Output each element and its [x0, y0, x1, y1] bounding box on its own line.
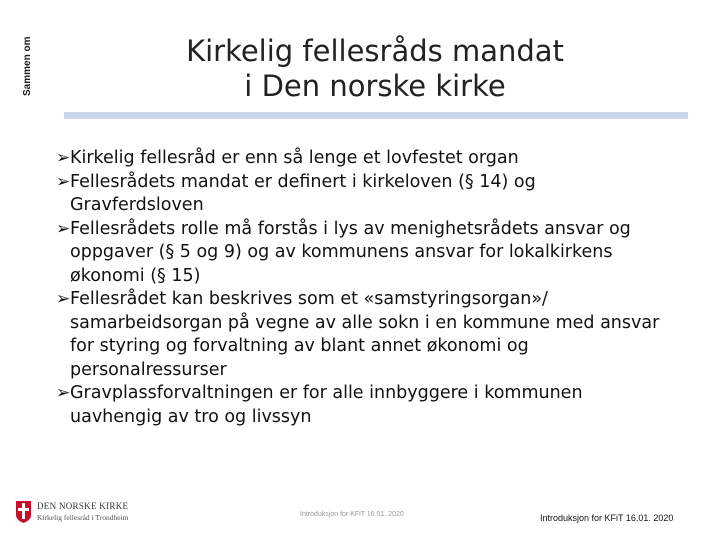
logo-line-1: DEN NORSKE KIRKE: [37, 501, 129, 511]
bullet-item: [58, 288, 674, 382]
bullet-item: [58, 218, 674, 289]
footer-right-text: Introduksjon for KFiT 16.01. 2020: [540, 513, 674, 523]
bullet-item: [58, 171, 674, 218]
side-label: Sammen om: [22, 36, 33, 96]
bullet-item: [58, 147, 674, 171]
title-divider: [64, 112, 688, 119]
logo-text: [37, 501, 128, 523]
church-logo: [16, 501, 128, 523]
title-line-1: Kirkelig fellesråds mandat: [186, 34, 564, 68]
bullet-text: Fellesrådets rolle må forstås i lys av menighetsrådets ansvar og oppgaver (§ 5 og 9) og av kommunens ansvar for lokalkirkens økonomi (§ 15): [70, 218, 631, 286]
bullet-text: Fellesrådet kan beskrives som et «samstyringsorgan»/ samarbeidsorgan på vegne av alle sokn i en kommune med ansvar for styring og forvaltning av blant annet økonomi og personalressurser: [70, 289, 660, 380]
arrow-right-icon: ➢: [56, 218, 71, 239]
logo-line-2: Kirkelig fellesråd i Trondheim: [37, 513, 129, 522]
bullet-text: Gravplassforvaltningen er for alle innbyggere i kommunen uavhengig av tro og livssyn: [70, 383, 583, 427]
footer-center-text: Introduksjon for KFiT 16.01. 2020: [300, 511, 404, 518]
arrow-right-icon: ➢: [56, 383, 71, 403]
title-line-2: i Den norske kirke: [244, 69, 506, 103]
arrow-right-icon: ➢: [56, 171, 71, 192]
bullet-text: Fellesrådets mandat er definert i kirkeloven (§ 14) og Gravferdsloven: [70, 171, 536, 215]
slide-title: [150, 34, 600, 104]
arrow-right-icon: ➢: [56, 148, 71, 168]
shield-icon: [16, 501, 31, 523]
bullet-text: Kirkelig fellesråd er enn så lenge et lovfestet organ: [70, 148, 519, 168]
bullet-list: [58, 147, 674, 429]
bullet-item: [58, 382, 674, 429]
arrow-right-icon: ➢: [56, 289, 71, 309]
